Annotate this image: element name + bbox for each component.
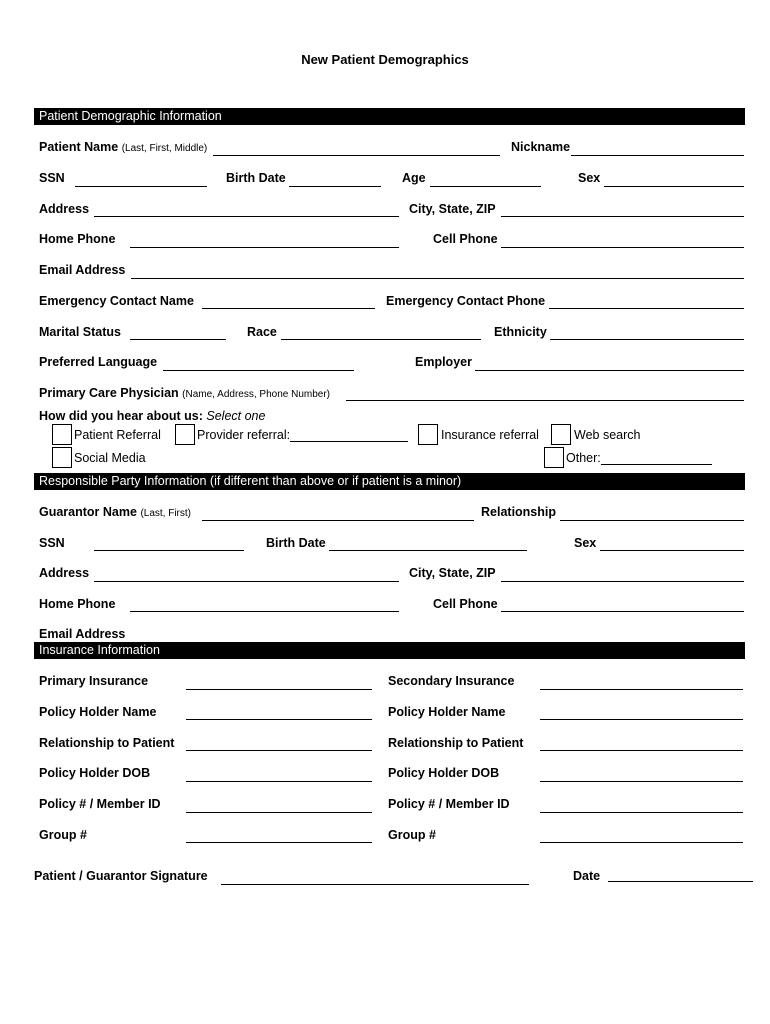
primary-policy-member-id-field[interactable] [186, 812, 372, 813]
provider-referral-field[interactable] [290, 441, 408, 442]
secondary-policy-member-id-label: Policy # / Member ID [388, 797, 510, 811]
pcp-field[interactable] [346, 400, 744, 401]
emergency-contact-name-label: Emergency Contact Name [39, 294, 194, 308]
secondary-group-label: Group # [388, 828, 436, 842]
guarantor-home-phone-label: Home Phone [39, 597, 116, 611]
guarantor-name-note: (Last, First) [140, 508, 191, 519]
insurance-referral-checkbox[interactable] [418, 424, 438, 445]
age-field[interactable] [430, 186, 541, 187]
other-checkbox[interactable] [544, 447, 564, 468]
secondary-policy-holder-dob-field[interactable] [540, 781, 743, 782]
marital-status-field[interactable] [130, 339, 226, 340]
guarantor-sex-field[interactable] [600, 550, 744, 551]
patient-name-label: Patient Name (Last, First, Middle) [39, 140, 208, 154]
employer-label: Employer [415, 355, 472, 369]
home-phone-label: Home Phone [39, 232, 116, 246]
section-header-patient: Patient Demographic Information [34, 108, 745, 125]
secondary-policy-holder-dob-label: Policy Holder DOB [388, 766, 500, 780]
primary-insurance-label: Primary Insurance [39, 674, 149, 688]
birth-date-field[interactable] [289, 186, 381, 187]
guarantor-cell-phone-field[interactable] [501, 611, 744, 612]
social-media-label: Social Media [74, 451, 146, 465]
secondary-policy-holder-name-label: Policy Holder Name [388, 705, 506, 719]
secondary-relationship-to-patient-field[interactable] [540, 750, 743, 751]
secondary-policy-member-id-field[interactable] [540, 812, 743, 813]
preferred-language-field[interactable] [163, 370, 354, 371]
section-header-responsible-party: Responsible Party Information (if different than above or if patient is a minor) [34, 473, 745, 490]
guarantor-birth-date-label: Birth Date [266, 536, 326, 550]
signature-date-label: Date [573, 869, 601, 883]
other-label: Other: [566, 451, 601, 465]
primary-policy-holder-name-label: Policy Holder Name [39, 705, 157, 719]
web-search-checkbox[interactable] [551, 424, 571, 445]
patient-name-note: (Last, First, Middle) [121, 143, 208, 154]
address-field[interactable] [94, 216, 399, 217]
emergency-contact-phone-field[interactable] [549, 308, 744, 309]
relationship-label: Relationship [481, 505, 557, 519]
patient-referral-label: Patient Referral [74, 428, 161, 442]
home-phone-field[interactable] [130, 247, 399, 248]
birth-date-label: Birth Date [226, 171, 286, 185]
preferred-language-label: Preferred Language [39, 355, 158, 369]
age-label: Age [402, 171, 426, 185]
emergency-contact-name-field[interactable] [202, 308, 375, 309]
ssn-label: SSN [39, 171, 65, 185]
section-header-insurance: Insurance Information [34, 642, 745, 659]
city-state-zip-field[interactable] [501, 216, 744, 217]
race-label: Race [247, 325, 277, 339]
primary-group-label: Group # [39, 828, 87, 842]
primary-policy-member-id-label: Policy # / Member ID [39, 797, 161, 811]
pcp-label: Primary Care Physician (Name, Address, Phone Number) [39, 386, 330, 400]
patient-referral-checkbox[interactable] [52, 424, 72, 445]
relationship-field[interactable] [560, 520, 744, 521]
guarantor-birth-date-field[interactable] [329, 550, 527, 551]
email-label: Email Address [39, 263, 126, 277]
web-search-label: Web search [574, 428, 641, 442]
secondary-relationship-to-patient-label: Relationship to Patient [388, 736, 524, 750]
primary-relationship-to-patient-label: Relationship to Patient [39, 736, 175, 750]
patient-name-field[interactable] [213, 155, 500, 156]
signature-label: Patient / Guarantor Signature [34, 869, 208, 883]
signature-field[interactable] [221, 884, 529, 885]
city-state-zip-label: City, State, ZIP [409, 202, 496, 216]
nickname-field[interactable] [571, 155, 744, 156]
primary-policy-holder-dob-field[interactable] [186, 781, 372, 782]
sex-label: Sex [578, 171, 601, 185]
primary-group-field[interactable] [186, 842, 372, 843]
employer-field[interactable] [475, 370, 744, 371]
secondary-insurance-label: Secondary Insurance [388, 674, 515, 688]
sex-field[interactable] [604, 186, 744, 187]
secondary-group-field[interactable] [540, 842, 743, 843]
primary-policy-holder-dob-label: Policy Holder DOB [39, 766, 151, 780]
cell-phone-label: Cell Phone [433, 232, 498, 246]
nickname-label: Nickname [511, 140, 571, 154]
marital-status-label: Marital Status [39, 325, 121, 339]
race-field[interactable] [281, 339, 481, 340]
primary-policy-holder-name-field[interactable] [186, 719, 372, 720]
ethnicity-label: Ethnicity [494, 325, 547, 339]
form-title: New Patient Demographics [301, 52, 469, 67]
other-field[interactable] [601, 464, 712, 465]
hear-about-note: Select one [206, 409, 266, 423]
provider-referral-label: Provider referral: [197, 428, 291, 442]
secondary-policy-holder-name-field[interactable] [540, 719, 743, 720]
secondary-insurance-field[interactable] [540, 689, 743, 690]
ssn-field[interactable] [75, 186, 207, 187]
primary-relationship-to-patient-field[interactable] [186, 750, 372, 751]
pcp-note: (Name, Address, Phone Number) [182, 389, 330, 400]
guarantor-sex-label: Sex [574, 536, 597, 550]
guarantor-address-field[interactable] [94, 581, 399, 582]
social-media-checkbox[interactable] [52, 447, 72, 468]
signature-date-field[interactable] [608, 881, 753, 882]
cell-phone-field[interactable] [501, 247, 744, 248]
guarantor-city-state-zip-label: City, State, ZIP [409, 566, 496, 580]
email-field[interactable] [131, 278, 744, 279]
guarantor-name-field[interactable] [202, 520, 474, 521]
insurance-referral-label: Insurance referral [441, 428, 539, 442]
provider-referral-checkbox[interactable] [175, 424, 195, 445]
guarantor-ssn-label: SSN [39, 536, 65, 550]
emergency-contact-phone-label: Emergency Contact Phone [386, 294, 546, 308]
guarantor-name-label: Guarantor Name (Last, First) [39, 505, 191, 519]
guarantor-address-label: Address [39, 566, 90, 580]
guarantor-city-state-zip-field[interactable] [501, 581, 744, 582]
hear-about-label: How did you hear about us: Select one [39, 409, 266, 423]
guarantor-email-label: Email Address [39, 627, 126, 641]
address-label: Address [39, 202, 90, 216]
guarantor-ssn-field[interactable] [94, 550, 244, 551]
guarantor-cell-phone-label: Cell Phone [433, 597, 498, 611]
primary-insurance-field[interactable] [186, 689, 372, 690]
guarantor-home-phone-field[interactable] [130, 611, 399, 612]
ethnicity-field[interactable] [550, 339, 744, 340]
